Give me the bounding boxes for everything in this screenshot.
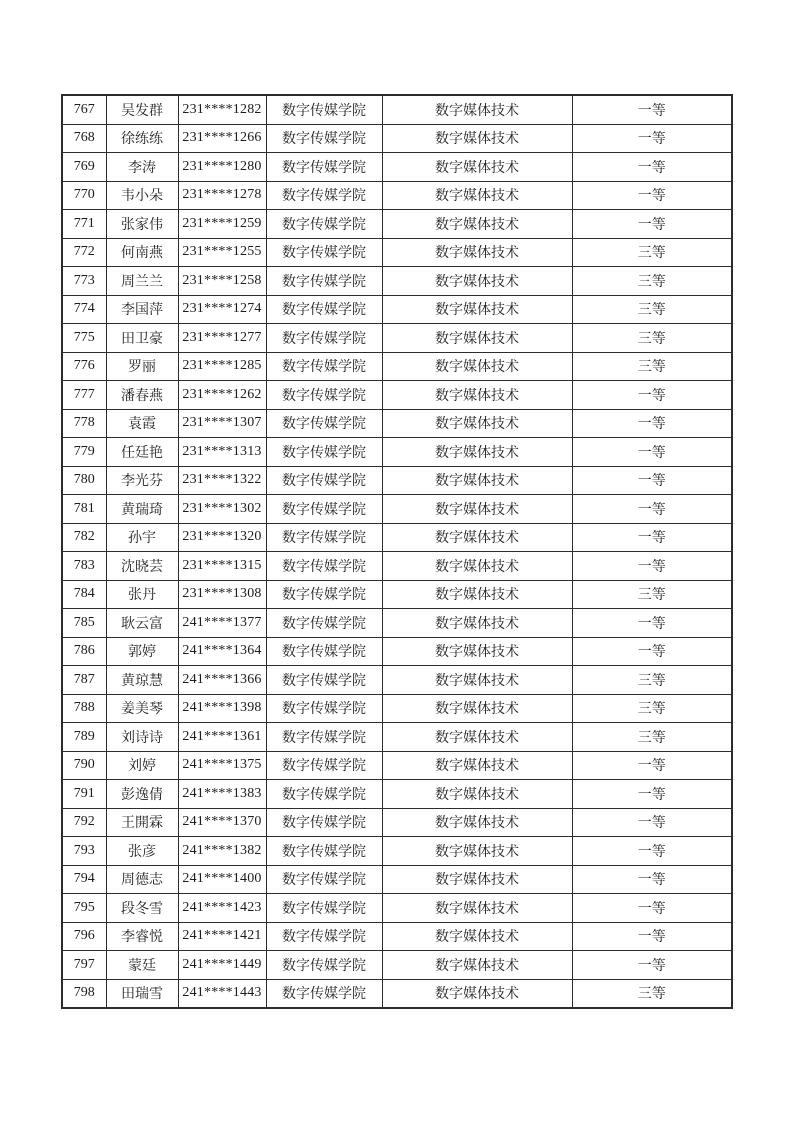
award-list-table bbox=[61, 94, 733, 1009]
cell-major: 数字媒体技术 bbox=[382, 324, 572, 353]
cell-serial: 789 bbox=[62, 723, 106, 752]
cell-name: 张彦 bbox=[106, 837, 178, 866]
cell-name: 罗丽 bbox=[106, 352, 178, 381]
cell-college: 数字传媒学院 bbox=[266, 894, 382, 923]
cell-award: 三等 bbox=[572, 324, 732, 353]
cell-major: 数字媒体技术 bbox=[382, 723, 572, 752]
table-row bbox=[62, 466, 732, 495]
cell-serial: 779 bbox=[62, 438, 106, 467]
cell-student-id: 241****1421 bbox=[178, 922, 266, 951]
table-row bbox=[62, 552, 732, 581]
cell-college: 数字传媒学院 bbox=[266, 295, 382, 324]
cell-major: 数字媒体技术 bbox=[382, 352, 572, 381]
cell-major: 数字媒体技术 bbox=[382, 580, 572, 609]
cell-serial: 771 bbox=[62, 210, 106, 239]
table-row bbox=[62, 210, 732, 239]
cell-student-id: 231****1285 bbox=[178, 352, 266, 381]
cell-serial: 769 bbox=[62, 153, 106, 182]
cell-award: 一等 bbox=[572, 922, 732, 951]
cell-name: 韦小朵 bbox=[106, 181, 178, 210]
table-row bbox=[62, 609, 732, 638]
cell-serial: 781 bbox=[62, 495, 106, 524]
cell-college: 数字传媒学院 bbox=[266, 837, 382, 866]
cell-serial: 776 bbox=[62, 352, 106, 381]
cell-major: 数字媒体技术 bbox=[382, 466, 572, 495]
cell-college: 数字传媒学院 bbox=[266, 922, 382, 951]
cell-serial: 793 bbox=[62, 837, 106, 866]
table-row bbox=[62, 409, 732, 438]
cell-award: 一等 bbox=[572, 409, 732, 438]
cell-student-id: 231****1266 bbox=[178, 124, 266, 153]
cell-award: 一等 bbox=[572, 865, 732, 894]
cell-student-id: 241****1361 bbox=[178, 723, 266, 752]
cell-name: 张丹 bbox=[106, 580, 178, 609]
cell-student-id: 231****1255 bbox=[178, 238, 266, 267]
cell-award: 一等 bbox=[572, 523, 732, 552]
cell-name: 郭婷 bbox=[106, 637, 178, 666]
cell-serial: 773 bbox=[62, 267, 106, 296]
cell-serial: 787 bbox=[62, 666, 106, 695]
table-row bbox=[62, 438, 732, 467]
cell-award: 一等 bbox=[572, 894, 732, 923]
cell-student-id: 241****1423 bbox=[178, 894, 266, 923]
table-row bbox=[62, 666, 732, 695]
cell-college: 数字传媒学院 bbox=[266, 951, 382, 980]
cell-major: 数字媒体技术 bbox=[382, 865, 572, 894]
cell-college: 数字传媒学院 bbox=[266, 780, 382, 809]
cell-student-id: 241****1366 bbox=[178, 666, 266, 695]
table-row bbox=[62, 523, 732, 552]
cell-student-id: 241****1398 bbox=[178, 694, 266, 723]
cell-college: 数字传媒学院 bbox=[266, 352, 382, 381]
cell-major: 数字媒体技术 bbox=[382, 951, 572, 980]
award-table-body bbox=[62, 95, 732, 1008]
cell-award: 三等 bbox=[572, 295, 732, 324]
cell-college: 数字传媒学院 bbox=[266, 210, 382, 239]
cell-name: 彭逸倩 bbox=[106, 780, 178, 809]
cell-name: 潘春燕 bbox=[106, 381, 178, 410]
cell-student-id: 241****1382 bbox=[178, 837, 266, 866]
cell-college: 数字传媒学院 bbox=[266, 409, 382, 438]
cell-college: 数字传媒学院 bbox=[266, 181, 382, 210]
cell-serial: 783 bbox=[62, 552, 106, 581]
table-row bbox=[62, 922, 732, 951]
cell-serial: 792 bbox=[62, 808, 106, 837]
cell-award: 三等 bbox=[572, 238, 732, 267]
cell-award: 三等 bbox=[572, 723, 732, 752]
cell-award: 一等 bbox=[572, 381, 732, 410]
table-row bbox=[62, 637, 732, 666]
table-row bbox=[62, 124, 732, 153]
cell-college: 数字传媒学院 bbox=[266, 466, 382, 495]
cell-major: 数字媒体技术 bbox=[382, 808, 572, 837]
cell-major: 数字媒体技术 bbox=[382, 210, 572, 239]
cell-award: 一等 bbox=[572, 637, 732, 666]
cell-student-id: 241****1400 bbox=[178, 865, 266, 894]
cell-name: 李国萍 bbox=[106, 295, 178, 324]
cell-college: 数字传媒学院 bbox=[266, 637, 382, 666]
cell-college: 数字传媒学院 bbox=[266, 808, 382, 837]
cell-award: 一等 bbox=[572, 495, 732, 524]
cell-award: 一等 bbox=[572, 438, 732, 467]
cell-major: 数字媒体技术 bbox=[382, 495, 572, 524]
cell-serial: 774 bbox=[62, 295, 106, 324]
cell-name: 刘诗诗 bbox=[106, 723, 178, 752]
cell-award: 三等 bbox=[572, 979, 732, 1008]
cell-serial: 784 bbox=[62, 580, 106, 609]
cell-student-id: 241****1364 bbox=[178, 637, 266, 666]
cell-name: 何南燕 bbox=[106, 238, 178, 267]
cell-student-id: 231****1307 bbox=[178, 409, 266, 438]
cell-award: 一等 bbox=[572, 837, 732, 866]
cell-serial: 794 bbox=[62, 865, 106, 894]
cell-name: 黄琼慧 bbox=[106, 666, 178, 695]
cell-major: 数字媒体技术 bbox=[382, 238, 572, 267]
cell-name: 黄瑞琦 bbox=[106, 495, 178, 524]
cell-major: 数字媒体技术 bbox=[382, 95, 572, 124]
table-row bbox=[62, 780, 732, 809]
cell-name: 沈晓芸 bbox=[106, 552, 178, 581]
cell-student-id: 231****1258 bbox=[178, 267, 266, 296]
cell-serial: 768 bbox=[62, 124, 106, 153]
cell-name: 田卫豪 bbox=[106, 324, 178, 353]
cell-serial: 785 bbox=[62, 609, 106, 638]
cell-student-id: 241****1370 bbox=[178, 808, 266, 837]
cell-college: 数字传媒学院 bbox=[266, 238, 382, 267]
table-row bbox=[62, 238, 732, 267]
table-row bbox=[62, 723, 732, 752]
cell-award: 一等 bbox=[572, 808, 732, 837]
cell-student-id: 231****1313 bbox=[178, 438, 266, 467]
cell-student-id: 231****1315 bbox=[178, 552, 266, 581]
cell-name: 刘婷 bbox=[106, 751, 178, 780]
table-row bbox=[62, 352, 732, 381]
cell-name: 袁霞 bbox=[106, 409, 178, 438]
table-row bbox=[62, 751, 732, 780]
cell-college: 数字传媒学院 bbox=[266, 523, 382, 552]
cell-major: 数字媒体技术 bbox=[382, 751, 572, 780]
cell-major: 数字媒体技术 bbox=[382, 295, 572, 324]
cell-serial: 790 bbox=[62, 751, 106, 780]
cell-student-id: 231****1302 bbox=[178, 495, 266, 524]
cell-student-id: 241****1377 bbox=[178, 609, 266, 638]
cell-major: 数字媒体技术 bbox=[382, 181, 572, 210]
cell-major: 数字媒体技术 bbox=[382, 267, 572, 296]
cell-serial: 788 bbox=[62, 694, 106, 723]
table-row bbox=[62, 153, 732, 182]
cell-serial: 777 bbox=[62, 381, 106, 410]
cell-name: 田瑞雪 bbox=[106, 979, 178, 1008]
cell-serial: 782 bbox=[62, 523, 106, 552]
cell-student-id: 231****1282 bbox=[178, 95, 266, 124]
cell-award: 一等 bbox=[572, 780, 732, 809]
cell-name: 段冬雪 bbox=[106, 894, 178, 923]
cell-major: 数字媒体技术 bbox=[382, 637, 572, 666]
cell-name: 徐练练 bbox=[106, 124, 178, 153]
cell-student-id: 231****1274 bbox=[178, 295, 266, 324]
cell-major: 数字媒体技术 bbox=[382, 523, 572, 552]
cell-major: 数字媒体技术 bbox=[382, 666, 572, 695]
cell-serial: 795 bbox=[62, 894, 106, 923]
cell-college: 数字传媒学院 bbox=[266, 95, 382, 124]
table-row bbox=[62, 694, 732, 723]
table-row bbox=[62, 324, 732, 353]
cell-serial: 772 bbox=[62, 238, 106, 267]
cell-major: 数字媒体技术 bbox=[382, 780, 572, 809]
cell-college: 数字传媒学院 bbox=[266, 495, 382, 524]
cell-college: 数字传媒学院 bbox=[266, 694, 382, 723]
cell-name: 周德志 bbox=[106, 865, 178, 894]
cell-major: 数字媒体技术 bbox=[382, 922, 572, 951]
cell-name: 张家伟 bbox=[106, 210, 178, 239]
cell-college: 数字传媒学院 bbox=[266, 666, 382, 695]
cell-award: 三等 bbox=[572, 666, 732, 695]
cell-award: 三等 bbox=[572, 580, 732, 609]
cell-college: 数字传媒学院 bbox=[266, 153, 382, 182]
cell-student-id: 231****1320 bbox=[178, 523, 266, 552]
cell-major: 数字媒体技术 bbox=[382, 694, 572, 723]
cell-name: 姜美琴 bbox=[106, 694, 178, 723]
cell-name: 李涛 bbox=[106, 153, 178, 182]
cell-award: 一等 bbox=[572, 153, 732, 182]
cell-college: 数字传媒学院 bbox=[266, 979, 382, 1008]
cell-serial: 798 bbox=[62, 979, 106, 1008]
cell-student-id: 231****1278 bbox=[178, 181, 266, 210]
cell-college: 数字传媒学院 bbox=[266, 381, 382, 410]
table-row bbox=[62, 495, 732, 524]
cell-serial: 780 bbox=[62, 466, 106, 495]
cell-award: 一等 bbox=[572, 181, 732, 210]
cell-name: 孙宇 bbox=[106, 523, 178, 552]
cell-major: 数字媒体技术 bbox=[382, 438, 572, 467]
cell-college: 数字传媒学院 bbox=[266, 609, 382, 638]
cell-name: 蒙廷 bbox=[106, 951, 178, 980]
cell-serial: 770 bbox=[62, 181, 106, 210]
table-row bbox=[62, 295, 732, 324]
cell-major: 数字媒体技术 bbox=[382, 381, 572, 410]
cell-college: 数字传媒学院 bbox=[266, 552, 382, 581]
table-row bbox=[62, 95, 732, 124]
cell-student-id: 241****1375 bbox=[178, 751, 266, 780]
cell-serial: 767 bbox=[62, 95, 106, 124]
cell-award: 一等 bbox=[572, 751, 732, 780]
cell-award: 一等 bbox=[572, 552, 732, 581]
cell-award: 三等 bbox=[572, 694, 732, 723]
table-row bbox=[62, 894, 732, 923]
cell-award: 一等 bbox=[572, 609, 732, 638]
table-row bbox=[62, 865, 732, 894]
cell-college: 数字传媒学院 bbox=[266, 865, 382, 894]
cell-serial: 778 bbox=[62, 409, 106, 438]
cell-major: 数字媒体技术 bbox=[382, 894, 572, 923]
cell-major: 数字媒体技术 bbox=[382, 409, 572, 438]
cell-name: 吴发群 bbox=[106, 95, 178, 124]
cell-serial: 791 bbox=[62, 780, 106, 809]
cell-major: 数字媒体技术 bbox=[382, 609, 572, 638]
cell-major: 数字媒体技术 bbox=[382, 552, 572, 581]
cell-student-id: 231****1308 bbox=[178, 580, 266, 609]
cell-name: 王開霖 bbox=[106, 808, 178, 837]
cell-college: 数字传媒学院 bbox=[266, 267, 382, 296]
cell-major: 数字媒体技术 bbox=[382, 837, 572, 866]
cell-award: 一等 bbox=[572, 951, 732, 980]
cell-student-id: 231****1259 bbox=[178, 210, 266, 239]
cell-student-id: 241****1443 bbox=[178, 979, 266, 1008]
cell-major: 数字媒体技术 bbox=[382, 153, 572, 182]
cell-college: 数字传媒学院 bbox=[266, 751, 382, 780]
cell-student-id: 241****1449 bbox=[178, 951, 266, 980]
cell-major: 数字媒体技术 bbox=[382, 979, 572, 1008]
cell-name: 周兰兰 bbox=[106, 267, 178, 296]
table-row bbox=[62, 181, 732, 210]
cell-name: 耿云富 bbox=[106, 609, 178, 638]
cell-award: 一等 bbox=[572, 466, 732, 495]
cell-award: 一等 bbox=[572, 95, 732, 124]
cell-serial: 797 bbox=[62, 951, 106, 980]
cell-student-id: 231****1262 bbox=[178, 381, 266, 410]
cell-major: 数字媒体技术 bbox=[382, 124, 572, 153]
cell-college: 数字传媒学院 bbox=[266, 438, 382, 467]
table-row bbox=[62, 267, 732, 296]
cell-name: 任廷艳 bbox=[106, 438, 178, 467]
cell-college: 数字传媒学院 bbox=[266, 124, 382, 153]
cell-award: 三等 bbox=[572, 352, 732, 381]
table-row bbox=[62, 951, 732, 980]
cell-student-id: 231****1277 bbox=[178, 324, 266, 353]
cell-name: 李睿悦 bbox=[106, 922, 178, 951]
cell-student-id: 231****1280 bbox=[178, 153, 266, 182]
cell-serial: 786 bbox=[62, 637, 106, 666]
table-row bbox=[62, 808, 732, 837]
table-row bbox=[62, 837, 732, 866]
table-row bbox=[62, 979, 732, 1008]
table-row bbox=[62, 580, 732, 609]
cell-student-id: 241****1383 bbox=[178, 780, 266, 809]
cell-college: 数字传媒学院 bbox=[266, 723, 382, 752]
cell-college: 数字传媒学院 bbox=[266, 324, 382, 353]
cell-award: 一等 bbox=[572, 124, 732, 153]
table-row bbox=[62, 381, 732, 410]
cell-name: 李光芬 bbox=[106, 466, 178, 495]
cell-student-id: 231****1322 bbox=[178, 466, 266, 495]
cell-serial: 775 bbox=[62, 324, 106, 353]
cell-award: 三等 bbox=[572, 267, 732, 296]
cell-award: 一等 bbox=[572, 210, 732, 239]
cell-serial: 796 bbox=[62, 922, 106, 951]
cell-college: 数字传媒学院 bbox=[266, 580, 382, 609]
